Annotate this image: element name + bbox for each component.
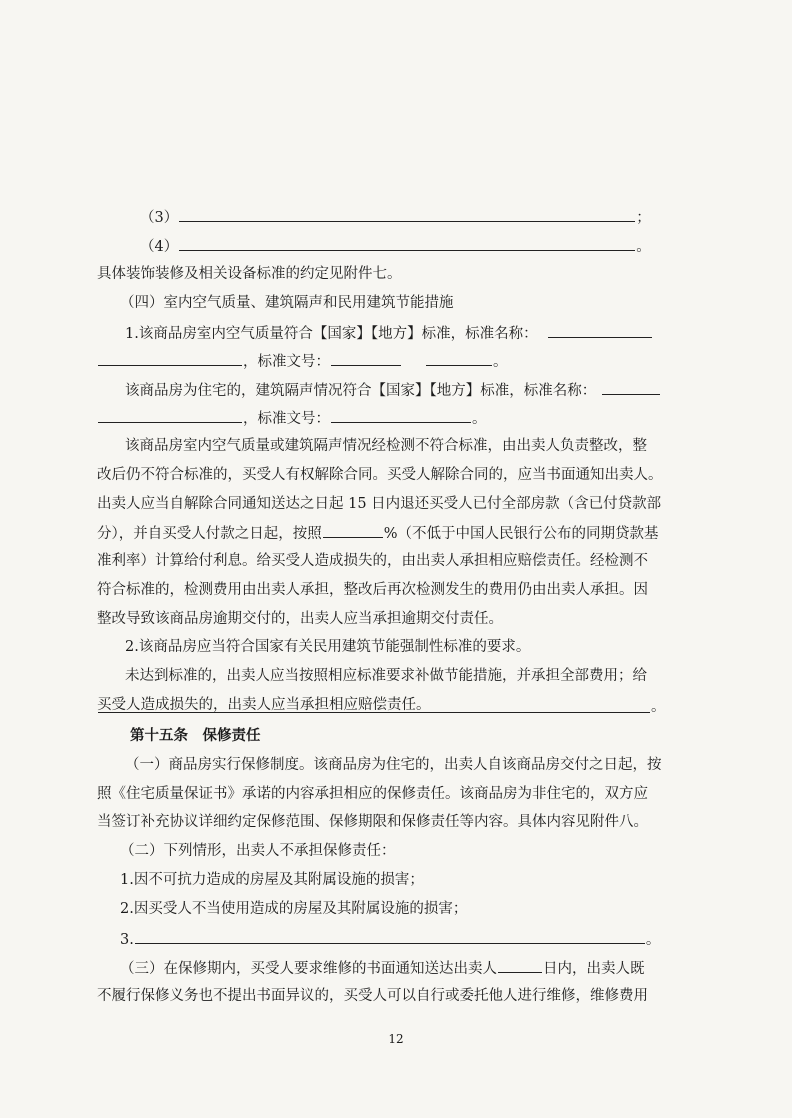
article-heading: 第十五条 保修责任	[130, 727, 261, 744]
paragraph: 准利率）计算给付利息。给买受人造成损失的，由出卖人承担相应赔偿责任。经检测不	[97, 553, 648, 569]
blank-field[interactable]	[98, 350, 242, 366]
paragraph: ，标准文号： 。	[97, 407, 487, 429]
blank-field[interactable]	[179, 235, 635, 251]
blank-line-end: 。	[651, 699, 666, 715]
paragraph: 具体装饰装修及相关设备标准的约定见附件七。	[97, 266, 402, 282]
list-item: 1.因不可抗力造成的房屋及其附属设施的损害；	[120, 872, 424, 888]
paragraph: 该商品房室内空气质量或建筑隔声情况经检测不符合标准，由出卖人负责整改，整	[125, 438, 647, 454]
paragraph: 买受人造成损失的，出卖人应当承担相应赔偿责任。	[97, 697, 431, 713]
paragraph: 照《住宅质量保证书》承诺的内容承担相应的保修责任。该商品房为非住宅的，双方应	[97, 786, 648, 802]
blank-field[interactable]	[602, 379, 660, 395]
section-heading: （二）下列情形，出卖人不承担保修责任：	[120, 843, 396, 859]
item-3-label: （3）	[140, 210, 179, 226]
paragraph: 当签订补充协议详细约定保修范围、保修期限和保修责任等内容。具体内容见附件八。	[97, 814, 648, 830]
blank-field[interactable]	[98, 407, 242, 423]
item-3-line: （3） ；	[140, 206, 651, 228]
paragraph: 分），并自买受人付款之日起，按照 %（不低于中国人民银行公布的同期贷款基	[97, 522, 659, 544]
section-heading: （四）室内空气质量、建筑隔声和民用建筑节能措施	[120, 295, 454, 311]
blank-field[interactable]	[426, 350, 492, 366]
item-4-label: （4）	[140, 239, 179, 255]
blank-line	[97, 697, 651, 719]
paragraph: 1.该商品房室内空气质量符合【国家】【地方】标准，标准名称：	[125, 322, 653, 344]
blank-field[interactable]	[331, 350, 401, 366]
paragraph: 出卖人应当自解除合同通知送达之日起 15 日内退还买受人已付全部房款（含已付贷款部	[97, 496, 662, 512]
blank-field[interactable]	[331, 407, 471, 423]
paragraph: 不履行保修义务也不提出书面异议的，买受人可以自行或委托他人进行维修，维修费用	[97, 988, 648, 1004]
paragraph: （三）在保修期内，买受人要求维修的书面通知送达出卖人 日内，出卖人既	[120, 957, 645, 979]
paragraph: （一）商品房实行保修制度。该商品房为住宅的，出卖人自该商品房交付之日起，按	[125, 757, 662, 773]
blank-field[interactable]	[498, 957, 542, 973]
blank-field[interactable]	[98, 697, 650, 713]
paragraph: 改后仍不符合标准的，买受人有权解除合同。买受人解除合同的，应当书面通知出卖人。	[97, 467, 663, 483]
blank-field[interactable]	[548, 322, 652, 338]
list-item: 2.因买受人不当使用造成的房屋及其附属设施的损害；	[120, 901, 468, 917]
list-item: 3. 。	[120, 928, 660, 950]
blank-field[interactable]	[323, 522, 383, 538]
paragraph: 该商品房为住宅的，建筑隔声情况符合【国家】【地方】标准，标准名称：	[125, 379, 661, 401]
blank-field[interactable]	[179, 206, 635, 222]
blank-field[interactable]	[135, 928, 645, 944]
page-number: 12	[388, 1032, 404, 1046]
paragraph: 符合标准的，检测费用由出卖人承担，整改后再次检测发生的费用仍由出卖人承担。因	[97, 582, 648, 598]
paragraph: 整改导致该商品房逾期交付的，出卖人应当承担逾期交付责任。	[97, 611, 503, 627]
paragraph: 2.该商品房应当符合国家有关民用建筑节能强制性标准的要求。	[125, 639, 531, 655]
paragraph: 未达到标准的，出卖人应当按照相应标准要求补做节能措施，并承担全部费用；给	[125, 668, 647, 684]
item-4-line: （4） 。	[140, 235, 651, 257]
paragraph: ，标准文号： 。	[97, 350, 508, 372]
